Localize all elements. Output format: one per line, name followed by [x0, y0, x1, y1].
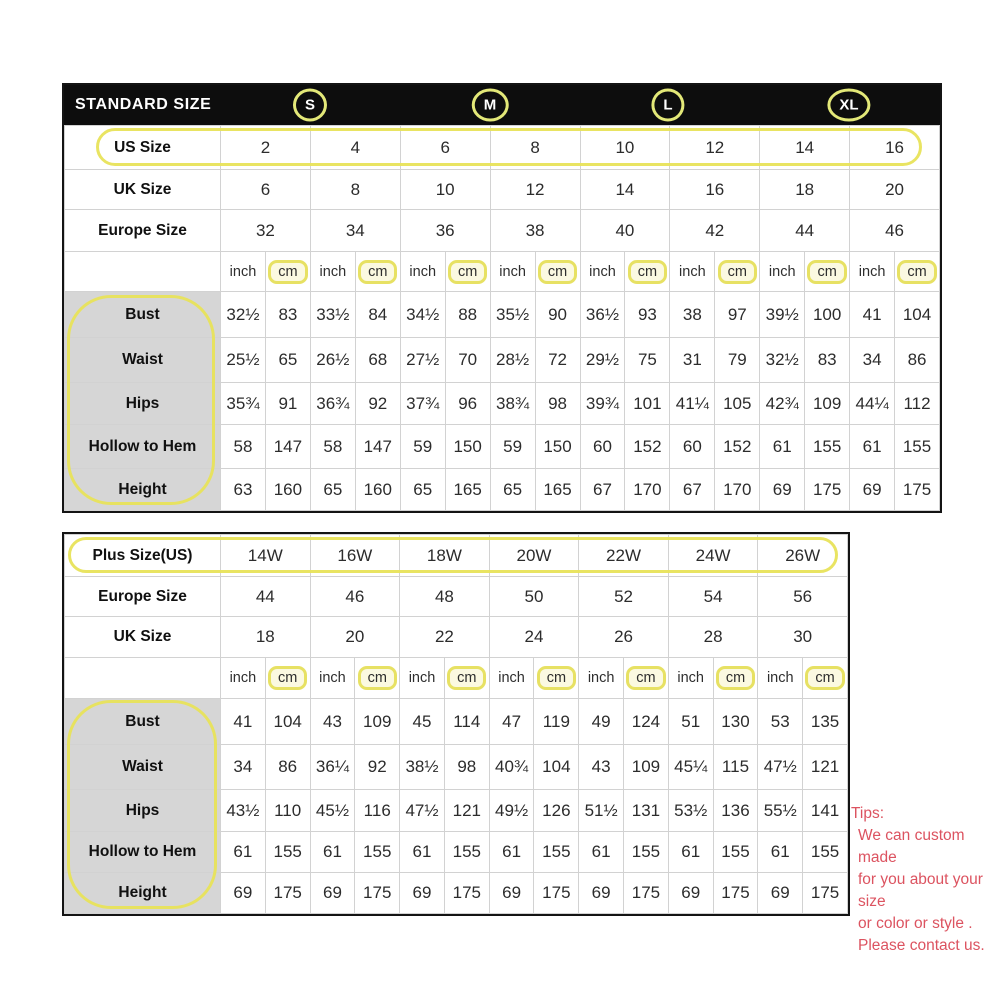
measurement-value: 36¾: [310, 383, 355, 425]
size-value: 24W: [668, 535, 758, 577]
size-value: 40: [580, 210, 670, 252]
measurement-value: 126: [534, 790, 579, 832]
measurement-value: 28½: [490, 338, 535, 383]
unit-inch-label: inch: [490, 252, 535, 292]
measurement-value: 69: [579, 873, 624, 914]
unit-cm-highlight: cm: [448, 260, 487, 284]
size-value: 26: [579, 617, 669, 658]
measurement-label: Hips: [65, 790, 221, 832]
measurement-value: 175: [805, 469, 850, 511]
unit-cm-cell: [355, 658, 400, 699]
unit-inch-label: inch: [850, 252, 895, 292]
measurement-value: 61: [489, 832, 534, 873]
measurement-value: 41: [221, 699, 266, 745]
measurement-value: 155: [355, 832, 400, 873]
measurement-value: 65: [400, 469, 445, 511]
size-value: 18: [221, 617, 311, 658]
unit-cm-highlight: cm: [268, 260, 307, 284]
measurement-value: 175: [444, 873, 489, 914]
measurement-value: 43: [579, 745, 624, 790]
size-value: 14: [580, 170, 670, 210]
size-value: 52: [579, 577, 669, 617]
measurement-value: 175: [355, 873, 400, 914]
measurement-value: 45½: [310, 790, 355, 832]
measurement-value: 61: [850, 425, 895, 469]
unit-inch-label: inch: [400, 252, 445, 292]
size-value: 36: [400, 210, 490, 252]
measurement-value: 33½: [310, 292, 355, 338]
measurement-value: 98: [444, 745, 489, 790]
measurement-value: 104: [265, 699, 310, 745]
size-value: 12: [670, 126, 760, 170]
size-value: 10: [580, 126, 670, 170]
measurement-value: 147: [265, 425, 310, 469]
measurement-value: 65: [490, 469, 535, 511]
unit-cm-cell: [535, 252, 580, 292]
unit-inch-label: inch: [670, 252, 715, 292]
measurement-value: 41¼: [670, 383, 715, 425]
measurement-value: 47½: [758, 745, 803, 790]
size-value: 56: [758, 577, 848, 617]
measurement-value: 35½: [490, 292, 535, 338]
measurement-value: 101: [625, 383, 670, 425]
measurement-value: 147: [355, 425, 400, 469]
measurement-value: 150: [535, 425, 580, 469]
measurement-value: 100: [805, 292, 850, 338]
measurement-value: 136: [713, 790, 758, 832]
unit-cm-cell: [715, 252, 760, 292]
measurement-value: 97: [715, 292, 760, 338]
measurement-value: 96: [445, 383, 490, 425]
measurement-value: 130: [713, 699, 758, 745]
measurement-row: [65, 383, 940, 425]
measurement-value: 105: [715, 383, 760, 425]
measurement-value: 51: [668, 699, 713, 745]
unit-cm-highlight: cm: [537, 666, 576, 690]
unit-inch-label: inch: [310, 252, 355, 292]
tips-line: We can custom made: [858, 827, 965, 866]
measurement-value: 115: [713, 745, 758, 790]
measurement-label: Bust: [65, 699, 221, 745]
measurement-value: 53½: [668, 790, 713, 832]
measurement-value: 63: [221, 469, 266, 511]
size-value: 28: [668, 617, 758, 658]
measurement-value: 38¾: [490, 383, 535, 425]
custom-tips-note: [851, 803, 1000, 957]
unit-row: [65, 252, 940, 292]
measurement-value: 68: [355, 338, 400, 383]
unit-cm-cell: [803, 658, 848, 699]
size-value: 6: [400, 126, 490, 170]
size-value: 38: [490, 210, 580, 252]
measurement-value: 88: [445, 292, 490, 338]
measurement-row: [65, 425, 940, 469]
measurement-value: 109: [805, 383, 850, 425]
size-badge-l: L: [651, 89, 684, 122]
measurement-value: 69: [850, 469, 895, 511]
size-row-label: Europe Size: [65, 577, 221, 617]
size-row: [65, 535, 848, 577]
unit-row-spacer: [65, 252, 221, 292]
size-value: 42: [670, 210, 760, 252]
measurement-value: 155: [803, 832, 848, 873]
measurement-value: 79: [715, 338, 760, 383]
unit-inch-label: inch: [221, 658, 266, 699]
measurement-value: 59: [490, 425, 535, 469]
plus-size-table: [62, 532, 850, 916]
measurement-value: 75: [625, 338, 670, 383]
size-value: 46: [850, 210, 940, 252]
measurement-value: 47: [489, 699, 534, 745]
measurement-row: [65, 469, 940, 511]
measurement-value: 61: [760, 425, 805, 469]
measurement-value: 112: [895, 383, 940, 425]
measurement-value: 83: [805, 338, 850, 383]
measurement-row: [65, 832, 848, 873]
size-value: 22W: [579, 535, 669, 577]
size-row: [65, 617, 848, 658]
unit-cm-cell: [444, 658, 489, 699]
size-value: 32: [221, 210, 311, 252]
measurement-value: 49½: [489, 790, 534, 832]
size-value: 22: [400, 617, 490, 658]
size-value: 10: [400, 170, 490, 210]
measurement-value: 69: [489, 873, 534, 914]
measurement-value: 40¾: [489, 745, 534, 790]
measurement-value: 58: [221, 425, 266, 469]
unit-cm-highlight: cm: [538, 260, 577, 284]
size-row-label: UK Size: [65, 617, 221, 658]
unit-cm-highlight: cm: [807, 260, 846, 284]
measurement-value: 92: [355, 745, 400, 790]
measurement-row: [65, 790, 848, 832]
measurement-label: Height: [65, 873, 221, 914]
measurement-value: 92: [355, 383, 400, 425]
standard-size-header: [64, 85, 940, 125]
measurement-value: 32½: [760, 338, 805, 383]
measurement-value: 175: [534, 873, 579, 914]
measurement-label: Height: [65, 469, 221, 511]
measurement-value: 39¾: [580, 383, 625, 425]
measurement-value: 98: [535, 383, 580, 425]
measurement-value: 39½: [760, 292, 805, 338]
unit-cm-highlight: cm: [358, 260, 397, 284]
size-value: 14: [760, 126, 850, 170]
measurement-value: 67: [670, 469, 715, 511]
unit-cm-cell: [445, 252, 490, 292]
unit-cm-highlight: cm: [628, 260, 667, 284]
size-value: 16W: [310, 535, 400, 577]
measurement-value: 37¾: [400, 383, 445, 425]
measurement-label: Hips: [65, 383, 221, 425]
measurement-value: 155: [624, 832, 669, 873]
measurement-value: 38: [670, 292, 715, 338]
tips-line: or color or style .: [858, 915, 973, 932]
measurement-value: 84: [355, 292, 400, 338]
measurement-value: 131: [624, 790, 669, 832]
measurement-value: 36¼: [310, 745, 355, 790]
measurement-value: 35¾: [221, 383, 266, 425]
measurement-label: Hollow to Hem: [65, 832, 221, 873]
measurement-value: 44¼: [850, 383, 895, 425]
unit-inch-label: inch: [579, 658, 624, 699]
measurement-value: 155: [444, 832, 489, 873]
unit-cm-cell: [805, 252, 850, 292]
measurement-value: 45¼: [668, 745, 713, 790]
unit-cm-cell: [625, 252, 670, 292]
measurement-value: 141: [803, 790, 848, 832]
measurement-row: [65, 699, 848, 745]
size-row-label: UK Size: [65, 170, 221, 210]
measurement-value: 69: [310, 873, 355, 914]
measurement-value: 32½: [221, 292, 266, 338]
size-value: 24: [489, 617, 579, 658]
measurement-value: 110: [265, 790, 310, 832]
size-value: 18W: [400, 535, 490, 577]
unit-cm-highlight: cm: [358, 666, 397, 690]
measurement-value: 121: [444, 790, 489, 832]
unit-row: [65, 658, 848, 699]
measurement-value: 53: [758, 699, 803, 745]
size-value: 34: [310, 210, 400, 252]
measurement-value: 152: [715, 425, 760, 469]
measurement-value: 34½: [400, 292, 445, 338]
size-value: 14W: [221, 535, 311, 577]
measurement-value: 90: [535, 292, 580, 338]
measurement-value: 86: [265, 745, 310, 790]
unit-cm-highlight: cm: [805, 666, 844, 690]
plus-size-grid: [64, 534, 848, 914]
unit-cm-cell: [265, 252, 310, 292]
measurement-value: 155: [805, 425, 850, 469]
standard-size-grid: [64, 125, 940, 511]
size-value: 50: [489, 577, 579, 617]
size-row-label: Plus Size(US): [65, 535, 221, 577]
measurement-value: 61: [668, 832, 713, 873]
measurement-value: 93: [625, 292, 670, 338]
measurement-value: 155: [265, 832, 310, 873]
size-row: [65, 210, 940, 252]
measurement-value: 170: [715, 469, 760, 511]
size-value: 8: [310, 170, 400, 210]
measurement-value: 25½: [221, 338, 266, 383]
measurement-value: 51½: [579, 790, 624, 832]
measurement-value: 41: [850, 292, 895, 338]
measurement-value: 65: [265, 338, 310, 383]
size-value: 6: [221, 170, 311, 210]
measurement-value: 121: [803, 745, 848, 790]
measurement-value: 70: [445, 338, 490, 383]
unit-inch-label: inch: [489, 658, 534, 699]
size-row: [65, 577, 848, 617]
measurement-value: 114: [444, 699, 489, 745]
size-badge-xl: XL: [827, 89, 870, 122]
size-value: 20: [850, 170, 940, 210]
measurement-value: 175: [895, 469, 940, 511]
measurement-value: 45: [400, 699, 445, 745]
size-value: 12: [490, 170, 580, 210]
measurement-value: 69: [758, 873, 803, 914]
size-value: 2: [221, 126, 311, 170]
unit-cm-cell: [355, 252, 400, 292]
unit-inch-label: inch: [310, 658, 355, 699]
unit-inch-label: inch: [400, 658, 445, 699]
unit-inch-label: inch: [668, 658, 713, 699]
measurement-value: 155: [895, 425, 940, 469]
measurement-value: 83: [265, 292, 310, 338]
measurement-value: 67: [580, 469, 625, 511]
measurement-value: 49: [579, 699, 624, 745]
measurement-value: 124: [624, 699, 669, 745]
measurement-value: 43½: [221, 790, 266, 832]
measurement-value: 170: [625, 469, 670, 511]
measurement-row: [65, 745, 848, 790]
measurement-value: 72: [535, 338, 580, 383]
unit-cm-cell: [624, 658, 669, 699]
size-row-label: Europe Size: [65, 210, 221, 252]
measurement-value: 69: [221, 873, 266, 914]
measurement-value: 155: [534, 832, 579, 873]
size-row-label: US Size: [65, 126, 221, 170]
measurement-value: 55½: [758, 790, 803, 832]
measurement-value: 42¾: [760, 383, 805, 425]
unit-cm-highlight: cm: [626, 666, 665, 690]
measurement-value: 175: [713, 873, 758, 914]
measurement-value: 31: [670, 338, 715, 383]
measurement-row: [65, 338, 940, 383]
measurement-value: 69: [400, 873, 445, 914]
size-value: 48: [400, 577, 490, 617]
measurement-value: 165: [535, 469, 580, 511]
unit-cm-cell: [265, 658, 310, 699]
size-value: 4: [310, 126, 400, 170]
measurement-value: 175: [624, 873, 669, 914]
measurement-value: 116: [355, 790, 400, 832]
measurement-value: 165: [445, 469, 490, 511]
unit-inch-label: inch: [760, 252, 805, 292]
size-value: 44: [760, 210, 850, 252]
measurement-value: 86: [895, 338, 940, 383]
measurement-value: 43: [310, 699, 355, 745]
measurement-value: 69: [760, 469, 805, 511]
size-value: 46: [310, 577, 400, 617]
measurement-value: 58: [310, 425, 355, 469]
unit-cm-highlight: cm: [718, 260, 757, 284]
measurement-value: 160: [355, 469, 400, 511]
measurement-value: 61: [758, 832, 803, 873]
measurement-value: 104: [534, 745, 579, 790]
size-value: 26W: [758, 535, 848, 577]
measurement-row: [65, 292, 940, 338]
unit-inch-label: inch: [758, 658, 803, 699]
size-value: 18: [760, 170, 850, 210]
measurement-value: 27½: [400, 338, 445, 383]
unit-cm-cell: [895, 252, 940, 292]
standard-size-table: [62, 83, 942, 513]
measurement-value: 59: [400, 425, 445, 469]
measurement-label: Waist: [65, 745, 221, 790]
measurement-value: 61: [310, 832, 355, 873]
measurement-value: 34: [221, 745, 266, 790]
measurement-value: 36½: [580, 292, 625, 338]
measurement-value: 152: [625, 425, 670, 469]
unit-row-spacer: [65, 658, 221, 699]
measurement-value: 61: [221, 832, 266, 873]
measurement-value: 135: [803, 699, 848, 745]
size-value: 54: [668, 577, 758, 617]
measurement-value: 150: [445, 425, 490, 469]
measurement-value: 91: [265, 383, 310, 425]
unit-cm-cell: [534, 658, 579, 699]
measurement-value: 104: [895, 292, 940, 338]
measurement-value: 69: [668, 873, 713, 914]
measurement-value: 26½: [310, 338, 355, 383]
size-value: 16: [850, 126, 940, 170]
measurement-value: 109: [624, 745, 669, 790]
unit-cm-highlight: cm: [716, 666, 755, 690]
measurement-value: 109: [355, 699, 400, 745]
measurement-value: 60: [580, 425, 625, 469]
size-row: [65, 170, 940, 210]
size-row: [65, 126, 940, 170]
unit-cm-cell: [713, 658, 758, 699]
unit-cm-highlight: cm: [897, 260, 936, 284]
size-value: 20: [310, 617, 400, 658]
measurement-label: Waist: [65, 338, 221, 383]
measurement-value: 38½: [400, 745, 445, 790]
measurement-value: 65: [310, 469, 355, 511]
measurement-row: [65, 873, 848, 914]
unit-cm-highlight: cm: [447, 666, 486, 690]
measurement-value: 175: [803, 873, 848, 914]
measurement-value: 34: [850, 338, 895, 383]
measurement-value: 175: [265, 873, 310, 914]
measurement-value: 119: [534, 699, 579, 745]
unit-inch-label: inch: [580, 252, 625, 292]
measurement-label: Hollow to Hem: [65, 425, 221, 469]
size-badge-s: S: [293, 89, 327, 122]
tips-line: Please contact us.: [858, 937, 985, 954]
measurement-value: 60: [670, 425, 715, 469]
measurement-value: 160: [265, 469, 310, 511]
size-value: 44: [221, 577, 311, 617]
tips-line: for you about your size: [858, 871, 983, 910]
measurement-value: 61: [579, 832, 624, 873]
size-value: 30: [758, 617, 848, 658]
measurement-value: 155: [713, 832, 758, 873]
measurement-value: 47½: [400, 790, 445, 832]
measurement-value: 29½: [580, 338, 625, 383]
unit-inch-label: inch: [221, 252, 266, 292]
standard-size-title: STANDARD SIZE: [75, 96, 212, 113]
tips-title: Tips:: [851, 805, 885, 822]
measurement-label: Bust: [65, 292, 221, 338]
size-value: 8: [490, 126, 580, 170]
measurement-value: 61: [400, 832, 445, 873]
size-value: 20W: [489, 535, 579, 577]
unit-cm-highlight: cm: [268, 666, 307, 690]
size-badge-m: M: [472, 89, 509, 122]
size-value: 16: [670, 170, 760, 210]
